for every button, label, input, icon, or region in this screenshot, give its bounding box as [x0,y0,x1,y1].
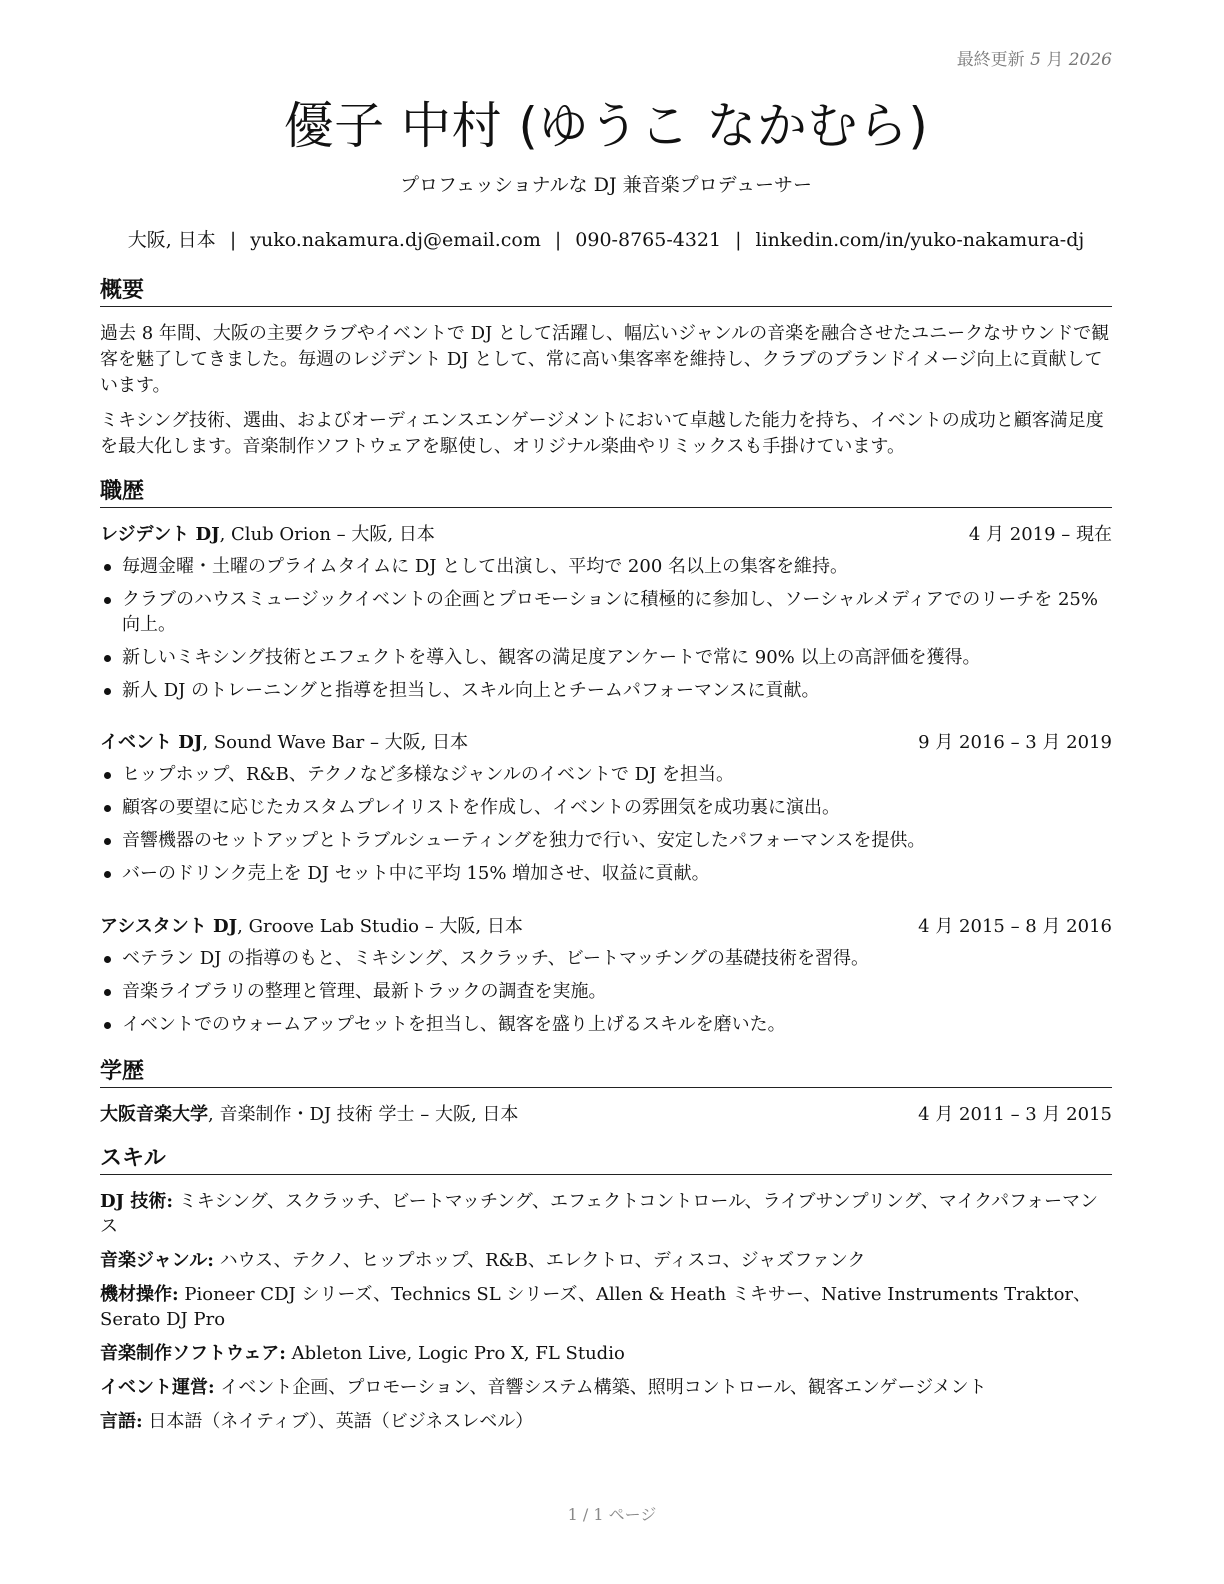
list-item: ベテラン DJ の指導のもと、ミキシング、スクラッチ、ビートマッチングの基礎技術を習得。 [100,946,1112,971]
job-role: アシスタント DJ [100,916,238,937]
list-item: 音楽ライブラリの整理と管理、最新トラックの調査を実施。 [100,979,1112,1004]
job-dates: 9 月 2016 – 3 月 2019 [918,732,1112,753]
contact-phone: 090-8765-4321 [575,229,722,251]
last-updated-year: 2026 [1068,50,1112,70]
candidate-title: プロフェッショナルな DJ 兼音楽プロデューサー [399,174,813,196]
summary-paragraph: ミキシング技術、選曲、およびオーディエンスエンゲージメントにおいて卓越した能力を持ち、イベントの成功と顧客満足度を最大化します。音楽制作ソフトウェアを駆使し、オリジナル楽曲やリミックスも手掛けています。 [100,410,1104,457]
job-header [100,731,1112,755]
job-bullets [100,762,1112,894]
skill-label: イベント運営: [100,1377,215,1398]
list-item: 新人 DJ のトレーニングと指導を担当し、スキル向上とチームパフォーマンスに貢献。 [100,678,1112,703]
page-indicator: 1 / 1 ページ [567,1505,657,1524]
job-dates: 4 月 2019 – 現在 [968,524,1112,545]
list-item: クラブのハウスミュージックイベントの企画とプロモーションに積極的に参加し、ソーシャルメディアでのリーチを 25% 向上。 [100,587,1112,637]
education-entry [100,1103,1112,1127]
contact-email[interactable]: yuko.nakamura.dj@email.com [250,229,541,251]
job-place: , Club Orion – 大阪, 日本 [219,524,435,545]
list-item: 音響機器のセットアップとトラブルシューティングを独力で行い、安定したパフォーマンスを提供。 [100,828,1112,853]
skill-value: イベント企画、プロモーション、音響システム構築、照明コントロール、観客エンゲージメント [214,1377,987,1398]
list-item: 顧客の要望に応じたカスタムプレイリストを作成し、イベントの雰囲気を成功裏に演出。 [100,795,1112,820]
contact-separator: | [229,229,237,251]
summary-paragraph: 過去 8 年間、大阪の主要クラブやイベントで DJ として活躍し、幅広いジャンルの音楽を融合させたユニークなサウンドで観客を魅了してきました。毎週のレジデント DJ として、常に高い集客率を維持し、クラブのブランドイメージ向上に貢献しています。 [100,323,1110,396]
job-dates: 4 月 2015 – 8 月 2016 [918,916,1112,937]
list-item: ヒップホップ、R&B、テクノなど多様なジャンルのイベントで DJ を担当。 [100,762,1112,787]
skill-value: Pioneer CDJ シリーズ、Technics SL シリーズ、Allen & Heath ミキサー、Native Instruments Traktor、Serato DJ Pro [100,1284,1092,1330]
candidate-name: 優子 中村 (ゆうこ なかむら) [283,97,929,155]
contact-location: 大阪, 日本 [127,229,216,251]
job-role: イベント DJ [100,732,203,753]
contact-separator: | [554,229,562,251]
contact-line [100,225,1112,252]
last-updated-label: 最終更新 [956,50,1025,70]
section-title-education: 学歴 [100,1058,1112,1088]
skill-item [100,1282,1112,1332]
last-updated-month: 5 [1030,50,1041,70]
job-role: レジデント DJ [100,524,220,545]
section-title-summary: 概要 [100,277,1112,307]
job-place: , Sound Wave Bar – 大阪, 日本 [202,732,469,753]
job-place: , Groove Lab Studio – 大阪, 日本 [237,916,523,937]
contact-separator: | [735,229,742,251]
skill-label: DJ 技術: [100,1191,174,1212]
education-dates: 4 月 2011 – 3 月 2015 [918,1104,1112,1125]
section-title-experience: 職歴 [100,478,1112,508]
job-header [100,523,1112,547]
skill-value: ハウス、テクノ、ヒップホップ、R&B、エレクトロ、ディスコ、ジャズファンク [213,1250,866,1271]
skill-item [100,1375,1112,1400]
skill-label: 言語: [100,1411,143,1432]
skill-item [100,1409,1112,1434]
last-updated [957,45,1112,70]
education-school: 大阪音楽大学 [100,1104,208,1125]
list-item: イベントでのウォームアップセットを担当し、観客を盛り上げるスキルを磨いた。 [100,1012,1112,1037]
skills-list [100,1189,1112,1443]
contact-linkedin[interactable]: linkedin.com/in/yuko-nakamura-dj [755,229,1085,251]
list-item: 新しいミキシング技術とエフェクトを導入し、観客の満足度アンケートで常に 90% 以上の高評価を獲得。 [100,645,1112,670]
resume-page [100,0,1112,1584]
skill-value: ミキシング、スクラッチ、ビートマッチング、エフェクトコントロール、ライブサンプリング、マイクパフォーマンス [100,1191,1099,1237]
job-bullets [100,946,1112,1045]
skill-label: 音楽ジャンル: [100,1250,214,1271]
list-item: 毎週金曜・土曜のプライムタイムに DJ として出演し、平均で 200 名以上の集客を維持。 [100,554,1112,579]
skill-label: 機材操作: [100,1284,179,1305]
skill-item [100,1248,1112,1273]
last-updated-month-unit: 月 [1046,50,1064,70]
education-degree: , 音楽制作・DJ 技術 学士 – 大阪, 日本 [208,1104,519,1125]
skill-label: 音楽制作ソフトウェア: [100,1343,286,1364]
skill-value: 日本語（ネイティブ）、英語（ビジネスレベル） [142,1411,534,1432]
job-header [100,915,1112,939]
skill-value: Ableton Live, Logic Pro X, FL Studio [285,1343,625,1364]
section-title-skills: スキル [100,1145,1112,1175]
skill-item [100,1341,1112,1366]
list-item: バーのドリンク売上を DJ セット中に平均 15% 増加させ、収益に貢献。 [100,861,1112,886]
job-bullets [100,554,1112,711]
skill-item [100,1189,1112,1239]
